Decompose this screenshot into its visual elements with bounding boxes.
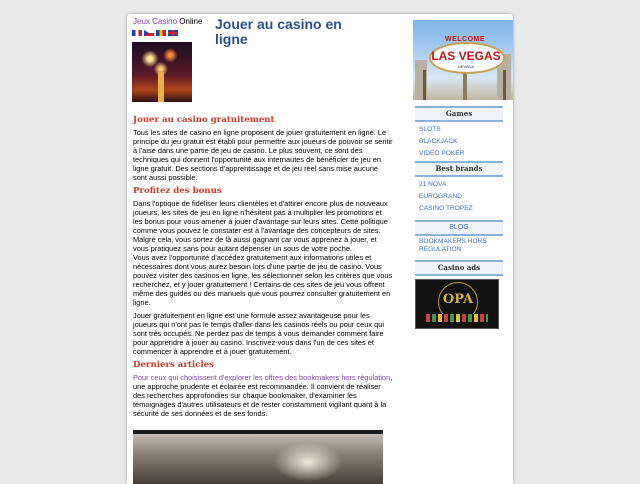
section-heading-latest: Derniers articles — [133, 360, 214, 370]
opa-figures-strip — [426, 314, 488, 322]
opa-logo-text: OPA — [442, 292, 474, 307]
photo-top-bar — [133, 430, 383, 434]
section-heading-bonus: Profitez des bonus — [133, 186, 222, 196]
blog-heading[interactable]: BLOG — [415, 220, 503, 236]
ro-flag-icon[interactable] — [156, 30, 166, 36]
sidebar-link-slots[interactable]: SLOTS — [419, 126, 441, 133]
las-vegas-banner-image — [413, 20, 513, 100]
language-flags — [132, 30, 178, 36]
latest-article-paragraph — [133, 373, 393, 418]
page-title: Jouer au casino en ligne — [215, 16, 342, 47]
opa-ad-banner[interactable] — [415, 279, 499, 329]
tower-silhouette — [158, 72, 164, 102]
cz-flag-icon[interactable] — [144, 30, 154, 36]
brand-suffix: Online — [179, 17, 203, 26]
palm-tree-shape — [423, 70, 426, 100]
palm-tree-shape — [503, 70, 506, 100]
casino-ads-heading: Casino ads — [415, 260, 503, 276]
free-play-paragraph: Tous les sites de casino en ligne proposent de jouer gratuitement en ligne. Le principe du jeu gratuit est établi pour permettre aux joueurs de pouvoir se sentir à l'aise dans une partie de jeu de casino. Le plus souvent, ce sont des techniques qui donnent l'opportunité aux internautes de bénéficier de jeu en ligne gratuit. Des sections d'apprentissage et de jeu réel sans mise aucune sont aussi possible. — [133, 128, 393, 182]
bonus-paragraph-3: Jouer gratuitement en ligne est une formule assez avantageuse pour les joueurs qui n'ont pas le temps d'aller dans les casinos réels ou pour ceux qui sont très occupés. Ne perdez pas de temps à vous demander comment faire pour apprendre à jouer au casino. Inscrivez-vous dans l'un de ces sites et commencer à apprendre et à jouer gratuitement. — [133, 311, 384, 356]
sidebar-link-casino-tropez[interactable]: CASINO TROPEZ — [419, 205, 473, 212]
casino-photo — [133, 430, 383, 484]
sidebar — [413, 20, 513, 329]
banner-nevada-text: NEVADA — [457, 64, 475, 69]
uk-flag-icon[interactable] — [168, 30, 178, 36]
sidebar-link-21-nova[interactable]: 21 NOVA — [419, 181, 447, 188]
bonus-paragraph-2: Vous avez l'opportunité d'accédez gratuitement aux informations utiles et nécessaires dont vous aurez besoin lors d'une partie de jeu de casino. Vous pouvez visiter des casinos en ligne, les sélectionner selon les critères que vous recherchez, et y jouer gratuitement ! Certains de ces sites de jeu vous offrent même des guides ou des manuels que vous pourrez consulter gratuitement en ligne. — [133, 253, 393, 307]
main-content — [133, 112, 393, 422]
photo-light — [273, 442, 343, 482]
bonus-paragraph-1: Dans l'optique de fidéliser leurs clientèles et d'attirer encore plus de nouveaux joueurs, les sites de jeu en ligne n'hésitent pas à multiplier les promotions et les bonus pour vous amener à jouer d'avantage sur leurs sites. Cette politique comme vous pouvez le constater est à l'avantage des concepteurs de sites. Malgré cela, vous sortez de là aussi gagnant car vous apprenez à jouer, et vous pratiquez sans pour autant dépenser un sous de votre poche. — [133, 199, 388, 253]
fireworks-image — [132, 42, 192, 102]
fr-flag-icon[interactable] — [132, 30, 142, 36]
article-link[interactable]: Pour ceux qui choisissent d'explorer les offres des bookmakers hors régulation — [133, 373, 391, 382]
brand-link[interactable]: Jeux Casino — [133, 17, 178, 26]
page-container — [127, 14, 513, 484]
site-brand[interactable] — [133, 17, 202, 27]
sidebar-link-bookmakers[interactable]: BOOKMAKERS HORS RÉGULATION — [419, 238, 487, 253]
banner-las-vegas-text: LAS VEGAS — [431, 49, 501, 63]
sidebar-link-video-poker[interactable]: VIDEO POKER — [419, 150, 465, 157]
section-heading-free-play: Jouer au casino gratuitement — [133, 115, 275, 125]
banner-welcome-text: WELCOME — [444, 36, 486, 43]
sign-pole — [463, 72, 467, 100]
best-brands-heading: Best brands — [415, 161, 503, 177]
sidebar-link-eurogrand[interactable]: EUROGRAND — [419, 193, 462, 200]
games-heading: Games — [415, 106, 503, 122]
article-text: , une approche prudente et éclairée est recommandée. Il convient de réaliser des recherches approfondies sur chaque bookmaker, d'examiner les témoignages d'autres utilisateurs et de rester constamment vigilant quant à la sécurité de ses données et de ses fonds. — [133, 373, 393, 418]
sidebar-link-blackjack[interactable]: BLACKJACK — [419, 138, 458, 145]
